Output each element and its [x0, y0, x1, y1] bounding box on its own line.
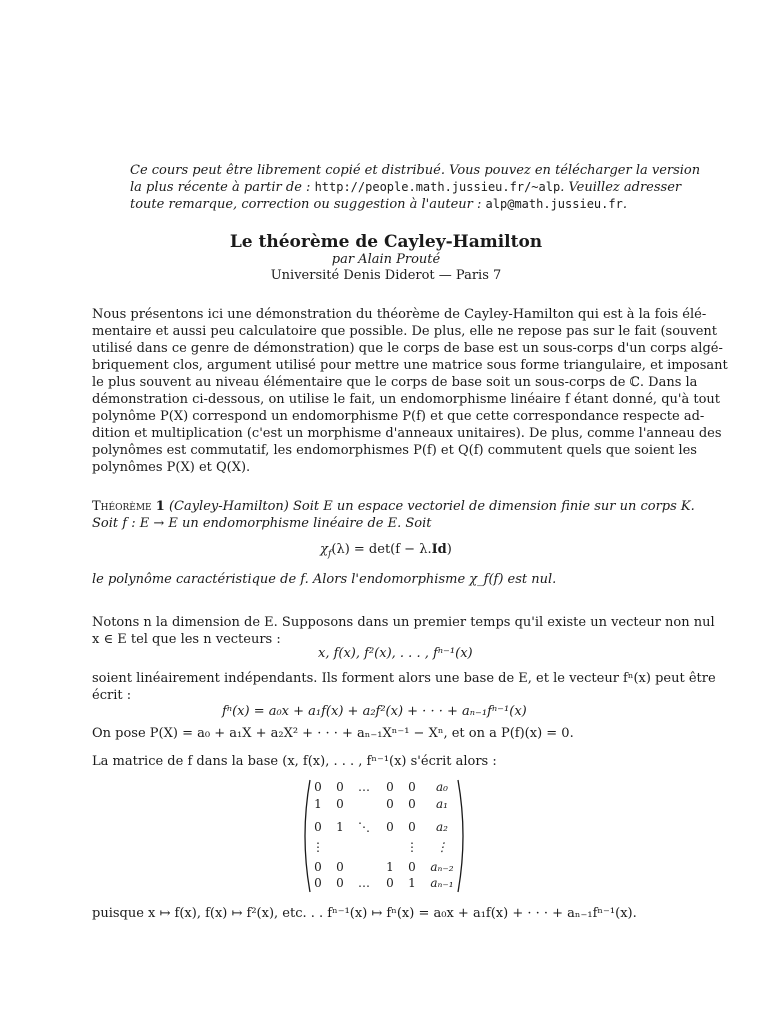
matrix-entry: 0 [408, 780, 416, 794]
linear-combination-formula: fⁿ(x) = a₀x + a₁f(x) + a₂f²(x) + · · · + aₙ₋₁fⁿ⁻¹(x) [222, 704, 527, 719]
intro-line: dition et multiplication (c'est un morphisme d'anneaux unitaires). De plus, comme l'anneau des [92, 426, 722, 441]
formula-chi: χ [320, 542, 329, 557]
notice-line-2 [130, 179, 682, 196]
theorem-label: Théorème [92, 499, 152, 514]
intro-line: polynôme P(X) correspond un endomorphisme P(f) et que cette correspondance respecte ad- [92, 409, 705, 424]
notice-text: toute remarque, correction ou suggestion à l'auteur : [130, 197, 486, 212]
intro-line: polynômes est commutatif, les endomorphismes P(f) et Q(f) commutent quels que soient les [92, 443, 697, 458]
theorem-text: (Cayley-Hamilton) Soit E un espace vectoriel de dimension finie sur un corps K. [168, 499, 695, 514]
notice-text: . [622, 197, 627, 212]
matrix-entry: … [358, 780, 370, 794]
characteristic-polynomial-formula [0, 542, 768, 560]
theorem-conclusion: le polynôme caractéristique de f. Alors l'endomorphisme χ_f(f) est nul. [92, 572, 557, 587]
copyright-notice [130, 162, 701, 213]
matrix-entry: aₙ₋₁ [430, 876, 454, 890]
matrix-entry: a₀ [436, 780, 448, 794]
proof-paragraph-1 [92, 614, 715, 648]
matrix-entry: 1 [314, 797, 322, 811]
matrix-entry: 0 [336, 780, 344, 794]
matrix-entry: 0 [336, 797, 344, 811]
matrix-entry: 0 [386, 820, 394, 834]
matrix-entry: 0 [336, 876, 344, 890]
proof-paragraph-5: puisque x ↦ f(x), f(x) ↦ f²(x), etc. . . fⁿ⁻¹(x) ↦ fⁿ(x) = a₀x + a₁f(x) + · · · + aₙ₋₁fⁿ⁻¹(x). [92, 906, 637, 921]
matrix-entry: aₙ₋₂ [430, 860, 454, 874]
proof-paragraph-2 [92, 670, 716, 704]
theorem-block [92, 498, 695, 532]
proof-p2-line-1: soient linéairement indépendants. Ils forment alors une base de E, et le vecteur fⁿ(x) peut être [92, 671, 716, 686]
intro-line: le plus souvent au niveau élémentaire que le corps de base soit un sous-corps de ℂ. Dans la [92, 375, 698, 390]
matrix-entry: 0 [386, 797, 394, 811]
matrix-entry: 0 [314, 820, 322, 834]
proof-p2-line-2: écrit : [92, 688, 132, 703]
theorem-number: 1 [155, 499, 165, 514]
intro-line: Nous présentons ici une démonstration du théorème de Cayley-Hamilton qui est à la fois élé- [92, 307, 707, 322]
notice-line-3 [130, 196, 650, 213]
matrix-entry: a₂ [436, 820, 448, 834]
matrix-entry: 0 [314, 876, 322, 890]
matrix-entry: a₁ [436, 797, 448, 811]
author-email-link[interactable]: alp@math.jussieu.fr [485, 197, 623, 211]
matrix-entry: ⋮ [406, 840, 418, 854]
theorem-line-2: Soit f : E → E un endomorphisme linéaire de E. Soit [92, 516, 432, 531]
formula-close: ) [446, 542, 452, 557]
matrix-entry: 0 [336, 860, 344, 874]
matrix-entry: ⋮ [436, 840, 448, 854]
intro-paragraph [92, 306, 728, 476]
formula-subscript: f [328, 549, 332, 560]
intro-line: polynômes P(X) et Q(X). [92, 460, 251, 475]
proof-p1-line-2: x ∈ E tel que les n vecteurs : [92, 632, 281, 647]
notice-text: . Veuillez adresser [560, 180, 682, 195]
matrix-entry: 0 [408, 820, 416, 834]
matrix-entry: 0 [408, 797, 416, 811]
matrix-entry: 1 [408, 876, 416, 890]
matrix-entry: 0 [386, 780, 394, 794]
matrix-entry: ⋱ [358, 820, 370, 834]
notice-text: la plus récente à partir de : [130, 180, 315, 195]
matrix-entry: 0 [314, 780, 322, 794]
author-website-link[interactable]: http://people.math.jussieu.fr/~alp [314, 180, 561, 194]
paper-author: par Alain Prouté [331, 252, 441, 267]
formula-body: (λ) = det(f − λ. [331, 542, 432, 557]
matrix-entry: ⋮ [312, 840, 324, 854]
matrix-entry: 0 [314, 860, 322, 874]
matrix-entry: 0 [408, 860, 416, 874]
matrix-entry: 0 [386, 876, 394, 890]
matrix-entry: 1 [386, 860, 394, 874]
intro-line: briquement clos, argument utilisé pour mettre une matrice sous forme triangulaire, et imposant [92, 358, 728, 373]
intro-line: démonstration ci-dessous, on utilise le fait, un endomorphisme linéaire f étant donné, qu'à tout [92, 392, 720, 407]
matrix-right-bracket [456, 778, 470, 894]
paper-title: Le théorème de Cayley-Hamilton [229, 232, 543, 252]
matrix-entry: 1 [336, 820, 344, 834]
notice-line-1: Ce cours peut être librement copié et distribué. Vous pouvez en télécharger la version [130, 163, 701, 178]
companion-matrix [298, 778, 470, 894]
intro-line: utilisé dans ce genre de démonstration) que le corps de base est un sous-corps d'un corps algé- [92, 341, 723, 356]
proof-paragraph-3: On pose P(X) = a₀ + a₁X + a₂X² + · · · + aₙ₋₁Xⁿ⁻¹ − Xⁿ, et on a P(f)(x) = 0. [92, 726, 574, 741]
formula-identity: Id [431, 542, 447, 557]
vector-family-formula: x, f(x), f²(x), . . . , fⁿ⁻¹(x) [318, 646, 473, 661]
proof-p1-line-1: Notons n la dimension de E. Supposons dans un premier temps qu'il existe un vecteur non nul [92, 615, 715, 630]
theorem-line-1 [92, 498, 695, 515]
paper-affiliation: Université Denis Diderot — Paris 7 [270, 268, 502, 283]
matrix-entry: … [358, 876, 370, 890]
proof-paragraph-4: La matrice de f dans la base (x, f(x), . . . , fⁿ⁻¹(x) s'écrit alors : [92, 754, 497, 769]
intro-line: mentaire et aussi peu calculatoire que possible. De plus, elle ne repose pas sur le fait (souvent [92, 324, 718, 339]
